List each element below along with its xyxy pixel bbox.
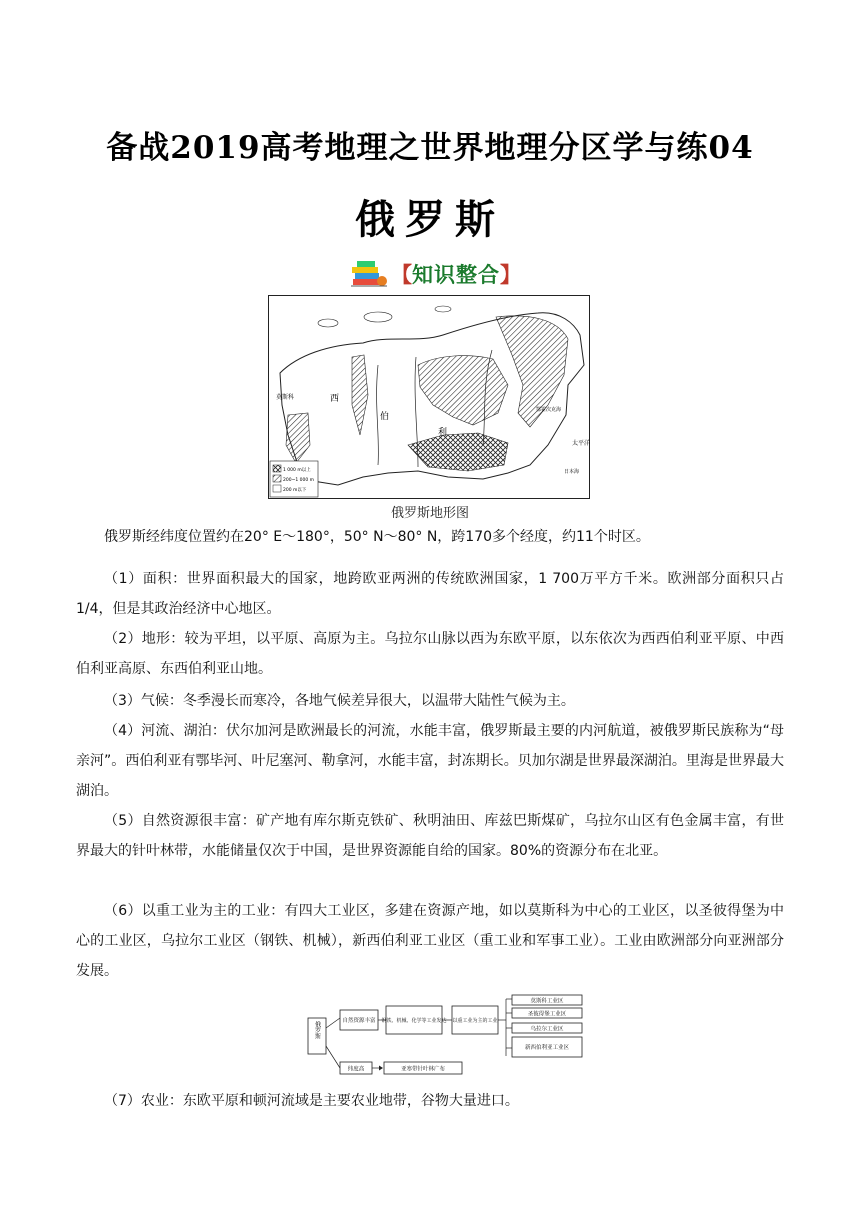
bracket-close: 】 xyxy=(500,263,521,287)
paragraph-intro xyxy=(76,522,784,552)
paragraph-industry xyxy=(76,896,784,986)
paragraph-resources xyxy=(76,806,784,866)
bracket-open: 【 xyxy=(391,263,412,287)
russia-terrain-map xyxy=(268,295,590,499)
legend-low: 200 m以下 xyxy=(283,488,307,493)
flow-root: 俄罗斯 xyxy=(313,1021,321,1039)
document-title: 备战2019高考地理之世界地理分区学与练04 xyxy=(106,130,754,166)
paragraph-text: 俄罗斯经纬度位置约在20° E～180°，50° N～80° N，跨170多个经度，约11个时区。 xyxy=(104,529,650,545)
flow-region: 乌拉尔工业区 xyxy=(530,1026,564,1033)
label-okhotsk: 鄂霍次克海 xyxy=(536,407,562,413)
section-label: 知识整合 xyxy=(412,263,500,287)
paragraph-text: （5）自然资源很丰富：矿产地有库尔斯克铁矿、秋明油田、库兹巴斯煤矿，乌拉尔山区有色金属丰富，有世界最大的针叶林带，水能储量仅次于中国，是世界资源能自给的国家。80%的资源分布在北亚。 xyxy=(76,813,784,859)
paragraph-text: （7）农业：东欧平原和顿河流域是主要农业地带，谷物大量进口。 xyxy=(104,1093,519,1109)
legend-high: 1 000 m以上 xyxy=(283,468,311,473)
flow-industries: 钢铁、机械、化学等工业发达 xyxy=(381,1018,447,1024)
legend-mid: 200~1 000 m xyxy=(283,478,315,483)
flow-region: 新西伯利亚工业区 xyxy=(524,1045,570,1051)
paragraph-climate xyxy=(76,686,784,716)
books-icon xyxy=(349,257,389,291)
paragraph-area xyxy=(76,564,784,624)
paragraph-text: （4）河流、湖泊：伏尔加河是欧洲最长的河流，水能丰富，俄罗斯最主要的内河航道，被俄罗斯民族称为“母亲河”。西伯利亚有鄂毕河、叶尼塞河、勒拿河，水能丰富，封冻期长。贝加尔湖是世界最深湖泊。里海是世界最大湖泊。 xyxy=(76,723,784,799)
label-pacific: 太平洋 xyxy=(572,440,590,447)
flow-region: 圣彼得堡工业区 xyxy=(527,1011,567,1018)
section-heading xyxy=(349,257,521,291)
paragraph-text: （2）地形：较为平坦，以平原、高原为主。乌拉尔山脉以西为东欧平原，以东依次为西西伯利亚平原、中西伯利亚高原、东西伯利亚山地。 xyxy=(76,631,784,677)
label-moscow: 莫斯科 xyxy=(276,394,295,401)
industry-flowchart xyxy=(306,994,586,1078)
paragraph-terrain xyxy=(76,624,784,684)
flow-resources: 自然资源丰富 xyxy=(342,1018,376,1024)
flow-latitude: 纬度高 xyxy=(347,1066,365,1073)
paragraph-agriculture xyxy=(76,1086,784,1116)
paragraph-rivers xyxy=(76,716,784,806)
flow-forest: 亚寒带针叶林广布 xyxy=(400,1066,446,1073)
label-west: 西 xyxy=(330,394,340,404)
map-caption: 俄罗斯地形图 xyxy=(390,506,469,521)
document-subtitle: 俄罗斯 xyxy=(355,196,505,243)
paragraph-text: （3）气候：冬季漫长而寒冷，各地气候差异很大，以温带大陆性气候为主。 xyxy=(104,693,575,709)
label-bo: 伯 xyxy=(380,412,390,422)
paragraph-text: （6）以重工业为主的工业：有四大工业区，多建在资源产地，如以莫斯科为中心的工业区，以圣彼得堡为中心的工业区，乌拉尔工业区（钢铁、机械），新西伯利亚工业区（重工业和军事工业）。工业由欧洲部分向亚洲部分发展。 xyxy=(76,903,784,979)
map-legend xyxy=(270,461,318,497)
flow-region: 莫斯科工业区 xyxy=(530,998,564,1005)
label-sea-of-japan: 日本海 xyxy=(564,469,580,475)
flow-heavy: 以重工业为主的工业 xyxy=(452,1018,498,1024)
paragraph-text: （1）面积：世界面积最大的国家，地跨欧亚两洲的传统欧洲国家，1 700万平方千米。欧洲部分面积只占1/4，但是其政治经济中心地区。 xyxy=(76,571,784,617)
label-li: 利 xyxy=(438,428,448,438)
